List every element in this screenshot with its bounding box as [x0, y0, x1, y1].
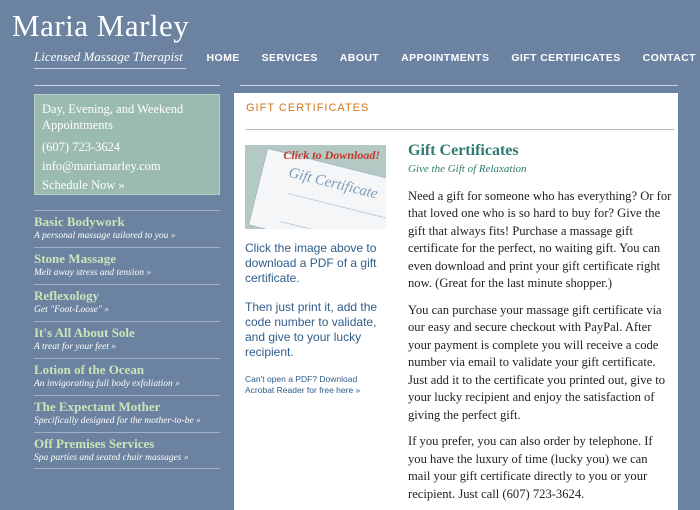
sidebar-top-divider [34, 85, 220, 86]
site-logo[interactable]: Maria Marley [12, 8, 190, 43]
nav-divider [240, 85, 678, 86]
nav-services[interactable]: SERVICES [261, 52, 318, 64]
article [408, 141, 672, 510]
service-subtitle: A personal massage tailored to you » [34, 231, 176, 241]
hours-text: Day, Evening, and Weekend Appointments [42, 102, 184, 132]
service-subtitle: A treat for your feet » [34, 342, 117, 352]
service-all-about-sole[interactable] [34, 321, 220, 358]
service-title: It's All About Sole [34, 325, 135, 340]
certificate-script-text: Gift Certificate [286, 164, 380, 203]
service-stone-massage[interactable] [34, 247, 220, 284]
tagline-divider [34, 68, 186, 69]
contact-info-box [34, 94, 220, 195]
service-title: Basic Bodywork [34, 214, 125, 229]
services-menu [34, 210, 220, 469]
service-subtitle: Specifically designed for the mother-to-be » [34, 416, 201, 426]
service-title: Reflexology [34, 288, 99, 303]
service-subtitle: Melt away stress and tension » [34, 268, 152, 278]
nav-about[interactable]: ABOUT [339, 52, 380, 64]
nav-contact[interactable]: CONTACT [642, 52, 696, 64]
article-title: Gift Certificates [408, 142, 519, 159]
section-heading: GIFT CERTIFICATES [246, 102, 370, 114]
main-content [234, 93, 678, 510]
service-off-premises[interactable] [34, 432, 220, 469]
service-title: The Expectant Mother [34, 399, 161, 414]
service-title: Lotion of the Ocean [34, 362, 145, 377]
main-nav [185, 52, 696, 64]
nav-home[interactable]: HOME [206, 52, 240, 64]
service-subtitle: Spa parties and seated chair massages » [34, 453, 189, 463]
service-expectant-mother[interactable] [34, 395, 220, 432]
article-paragraph: If you prefer, you can also order by telephone. If you have the luxury of time (lucky you) we can mail your gift certificate directly to you or your recipient. Just call (607) 723-3624. [408, 434, 653, 501]
service-subtitle: Get "Foot-Loose" » [34, 305, 109, 315]
article-subtitle: Give the Gift of Relaxation [408, 163, 527, 175]
service-subtitle: An invigorating full body exfoliation » [34, 379, 180, 389]
download-instructions [245, 241, 383, 396]
click-to-download-text: Click to Download! [283, 148, 380, 162]
email-link[interactable]: info@mariamarley.com [42, 159, 161, 173]
service-lotion-of-the-ocean[interactable] [34, 358, 220, 395]
article-paragraph: Need a gift for someone who has everything? Or for that loved one who is so hard to buy for? Give the gift that always fits! Purchase a massage gift certificate for the perfect, no waiting gift. You can even download and print your gift certificate right now. (Great for the last minute shopper.) [408, 188, 672, 290]
article-paragraph: You can purchase your massage gift certificate via our easy and secure checkout with PayPal. After your payment is complete you will receive a code number via email to validate your gift certificate. Just add it to the certificate you printed out, give to your lucky recipient and enjoy the satisfaction of giving the perfect gift. [408, 302, 666, 422]
gift-certificate-download-image[interactable] [245, 145, 386, 229]
phone-number: (607) 723-3624 [42, 140, 121, 154]
section-divider [246, 129, 674, 130]
acrobat-reader-link[interactable]: Can't open a PDF? Download Acrobat Reader for free here » [245, 374, 361, 395]
site-tagline: Licensed Massage Therapist [34, 49, 183, 64]
schedule-now-link[interactable]: Schedule Now » [42, 178, 125, 192]
instructions-print: Then just print it, add the code number to validate, and give to your lucky recipient. [245, 300, 378, 359]
instructions-download: Click the image above to download a PDF of a gift certificate. [245, 241, 377, 285]
service-title: Off Premises Services [34, 436, 155, 451]
service-reflexology[interactable] [34, 284, 220, 321]
service-title: Stone Massage [34, 251, 116, 266]
nav-gift-certificates[interactable]: GIFT CERTIFICATES [511, 52, 621, 64]
nav-appointments[interactable]: APPOINTMENTS [401, 52, 490, 64]
service-basic-bodywork[interactable] [34, 210, 220, 247]
